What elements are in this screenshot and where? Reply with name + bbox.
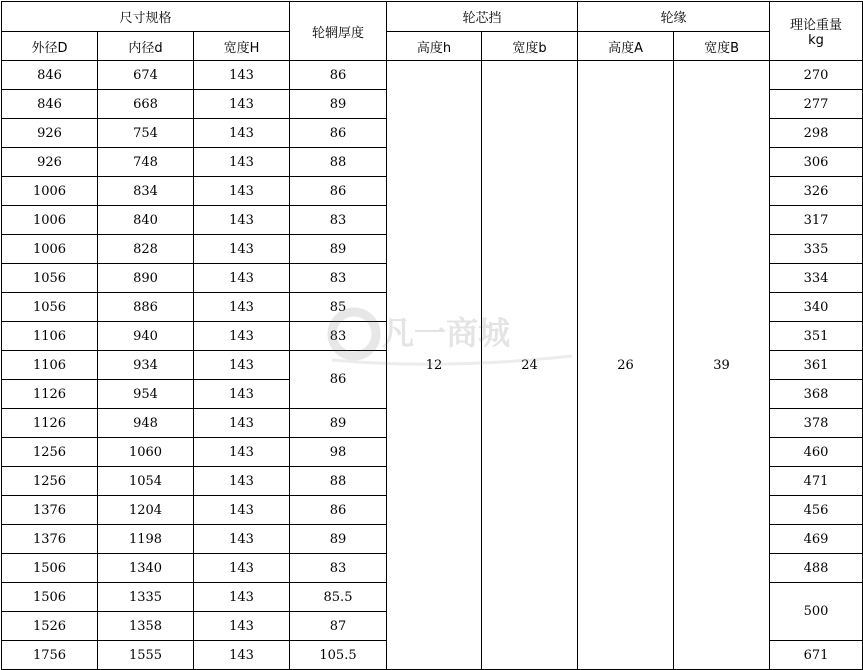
cell-weight: 335 <box>770 235 863 264</box>
cell-outer-diameter: 1126 <box>2 409 98 438</box>
cell-outer-diameter: 1006 <box>2 206 98 235</box>
cell-weight: 456 <box>770 496 863 525</box>
cell-rim-thickness: 86 <box>290 119 387 148</box>
cell-outer-diameter: 1006 <box>2 235 98 264</box>
cell-weight: 488 <box>770 554 863 583</box>
cell-weight: 469 <box>770 525 863 554</box>
cell-width-h: 143 <box>194 177 290 206</box>
cell-rim-thickness: 89 <box>290 235 387 264</box>
cell-weight: 306 <box>770 148 863 177</box>
cell-rim-thickness: 105.5 <box>290 641 387 670</box>
cell-outer-diameter: 1106 <box>2 322 98 351</box>
cell-outer-diameter: 1056 <box>2 293 98 322</box>
cell-inner-diameter: 748 <box>98 148 194 177</box>
cell-width-h: 143 <box>194 235 290 264</box>
cell-width-h: 143 <box>194 380 290 409</box>
cell-rim-thickness: 83 <box>290 264 387 293</box>
cell-inner-diameter: 668 <box>98 90 194 119</box>
cell-width-h: 143 <box>194 554 290 583</box>
cell-inner-diameter: 940 <box>98 322 194 351</box>
cell-rim-thickness: 85.5 <box>290 583 387 612</box>
cell-rim-thickness: 83 <box>290 554 387 583</box>
cell-rim-thickness: 89 <box>290 409 387 438</box>
cell-rim-thickness: 85 <box>290 293 387 322</box>
cell-width-h: 143 <box>194 583 290 612</box>
watermark-text: 凡一商城 <box>382 314 511 352</box>
header-hub-group: 轮芯挡 <box>387 2 578 32</box>
wheel-spec-table <box>1 1 863 670</box>
cell-width-h: 143 <box>194 409 290 438</box>
header-size-spec: 尺寸规格 <box>2 2 290 32</box>
cell-weight: 317 <box>770 206 863 235</box>
cell-outer-diameter: 1106 <box>2 351 98 380</box>
header-weight <box>770 2 863 61</box>
cell-outer-diameter: 926 <box>2 119 98 148</box>
cell-outer-diameter: 1506 <box>2 554 98 583</box>
cell-outer-diameter: 1506 <box>2 583 98 612</box>
cell-width-h: 143 <box>194 90 290 119</box>
cell-rim-thickness: 89 <box>290 525 387 554</box>
cell-flange-width: 39 <box>674 61 770 670</box>
cell-width-h: 143 <box>194 293 290 322</box>
cell-inner-diameter: 948 <box>98 409 194 438</box>
cell-flange-height: 26 <box>578 61 674 670</box>
header-outer-diameter: 外径D <box>2 32 98 61</box>
cell-weight: 326 <box>770 177 863 206</box>
cell-width-h: 143 <box>194 61 290 90</box>
cell-inner-diameter: 954 <box>98 380 194 409</box>
cell-inner-diameter: 674 <box>98 61 194 90</box>
cell-width-h: 143 <box>194 438 290 467</box>
cell-hub-width: 24 <box>482 61 578 670</box>
cell-inner-diameter: 1335 <box>98 583 194 612</box>
cell-rim-thickness: 88 <box>290 148 387 177</box>
cell-outer-diameter: 926 <box>2 148 98 177</box>
cell-weight: 340 <box>770 293 863 322</box>
cell-weight: 351 <box>770 322 863 351</box>
cell-width-h: 143 <box>194 351 290 380</box>
cell-width-h: 143 <box>194 119 290 148</box>
cell-weight: 471 <box>770 467 863 496</box>
cell-outer-diameter: 1006 <box>2 177 98 206</box>
cell-outer-diameter: 1376 <box>2 496 98 525</box>
cell-inner-diameter: 1204 <box>98 496 194 525</box>
cell-weight: 378 <box>770 409 863 438</box>
cell-inner-diameter: 1358 <box>98 612 194 641</box>
cell-inner-diameter: 890 <box>98 264 194 293</box>
cell-weight: 671 <box>770 641 863 670</box>
cell-outer-diameter: 1376 <box>2 525 98 554</box>
cell-inner-diameter: 834 <box>98 177 194 206</box>
cell-outer-diameter: 846 <box>2 90 98 119</box>
header-flange-group: 轮缘 <box>578 2 770 32</box>
cell-inner-diameter: 1198 <box>98 525 194 554</box>
header-weight-line2: kg <box>808 33 824 48</box>
cell-rim-thickness: 83 <box>290 206 387 235</box>
cell-width-h: 143 <box>194 525 290 554</box>
cell-weight: 460 <box>770 438 863 467</box>
cell-width-h: 143 <box>194 322 290 351</box>
header-flange-width: 宽度B <box>674 32 770 61</box>
cell-outer-diameter: 1256 <box>2 467 98 496</box>
cell-width-h: 143 <box>194 612 290 641</box>
cell-rim-thickness: 86 <box>290 351 387 409</box>
header-width-h: 宽度H <box>194 32 290 61</box>
header-weight-line1: 理论重量 <box>790 18 843 33</box>
cell-width-h: 143 <box>194 641 290 670</box>
cell-width-h: 143 <box>194 496 290 525</box>
cell-inner-diameter: 886 <box>98 293 194 322</box>
cell-inner-diameter: 1060 <box>98 438 194 467</box>
cell-outer-diameter: 1256 <box>2 438 98 467</box>
cell-rim-thickness: 87 <box>290 612 387 641</box>
cell-inner-diameter: 828 <box>98 235 194 264</box>
header-hub-width: 宽度b <box>482 32 578 61</box>
cell-weight: 334 <box>770 264 863 293</box>
cell-rim-thickness: 83 <box>290 322 387 351</box>
header-flange-height: 高度A <box>578 32 674 61</box>
cell-rim-thickness: 98 <box>290 438 387 467</box>
cell-rim-thickness: 89 <box>290 90 387 119</box>
cell-outer-diameter: 1056 <box>2 264 98 293</box>
cell-outer-diameter: 1756 <box>2 641 98 670</box>
header-inner-diameter: 内径d <box>98 32 194 61</box>
cell-inner-diameter: 754 <box>98 119 194 148</box>
cell-weight: 298 <box>770 119 863 148</box>
cell-inner-diameter: 1340 <box>98 554 194 583</box>
cell-width-h: 143 <box>194 148 290 177</box>
header-hub-height: 高度h <box>387 32 482 61</box>
cell-outer-diameter: 1126 <box>2 380 98 409</box>
cell-weight: 270 <box>770 61 863 90</box>
cell-weight: 361 <box>770 351 863 380</box>
cell-rim-thickness: 86 <box>290 177 387 206</box>
cell-hub-height: 12 <box>387 61 482 670</box>
header-rim-thickness: 轮辋厚度 <box>290 2 387 61</box>
cell-inner-diameter: 934 <box>98 351 194 380</box>
table-row <box>2 61 863 90</box>
cell-weight: 277 <box>770 90 863 119</box>
cell-width-h: 143 <box>194 467 290 496</box>
cell-width-h: 143 <box>194 264 290 293</box>
cell-rim-thickness: 88 <box>290 467 387 496</box>
cell-rim-thickness: 86 <box>290 496 387 525</box>
cell-inner-diameter: 840 <box>98 206 194 235</box>
cell-outer-diameter: 846 <box>2 61 98 90</box>
cell-inner-diameter: 1555 <box>98 641 194 670</box>
cell-inner-diameter: 1054 <box>98 467 194 496</box>
cell-weight: 500 <box>770 583 863 641</box>
cell-width-h: 143 <box>194 206 290 235</box>
cell-rim-thickness: 86 <box>290 61 387 90</box>
cell-outer-diameter: 1526 <box>2 612 98 641</box>
cell-weight: 368 <box>770 380 863 409</box>
